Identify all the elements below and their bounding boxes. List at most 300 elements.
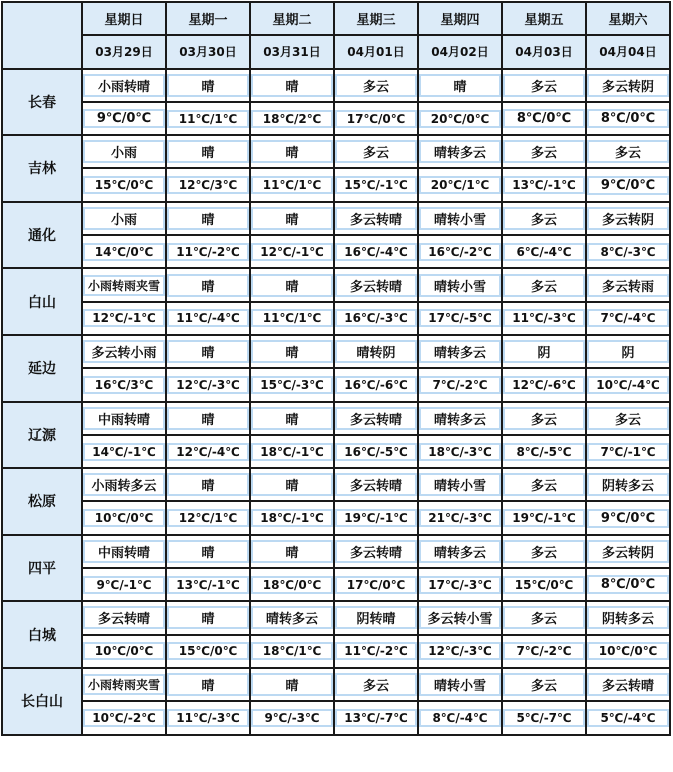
date-header-text: 04月02日 (419, 41, 501, 62)
temperature-range-text: 11℃/1℃ (251, 176, 333, 194)
temperature-range-text: 16℃/-2℃ (419, 243, 501, 261)
temperature-range-text: 6℃/-4℃ (503, 243, 585, 261)
temperature-range (503, 702, 587, 735)
city-name (3, 403, 83, 470)
temperature-range (83, 369, 167, 402)
temperature-range-text: 12℃/-1℃ (251, 243, 333, 261)
weather-condition (419, 469, 503, 502)
temperature-range-text: 16℃/-5℃ (335, 443, 417, 461)
weekday-header-text: 星期一 (167, 7, 249, 30)
temperature-row (3, 436, 671, 469)
weather-condition-text: 晴 (419, 74, 501, 97)
temperature-range (503, 303, 587, 336)
weather-condition (335, 203, 419, 236)
temperature-range-text: 15℃/-3℃ (251, 376, 333, 394)
temperature-range-text: 12℃/-4℃ (167, 443, 249, 461)
city-name-text: 白山 (3, 290, 81, 314)
temperature-range-text: 10℃/0℃ (83, 509, 165, 527)
date-header (587, 36, 671, 69)
temperature-range (251, 636, 335, 669)
weather-condition (419, 669, 503, 702)
temperature-range (167, 103, 251, 136)
weather-condition-text: 晴 (251, 140, 333, 163)
weather-condition (587, 136, 671, 169)
weather-forecast-table (1, 1, 671, 736)
weather-condition-text: 多云 (503, 407, 585, 430)
weather-condition-text: 晴 (251, 673, 333, 696)
date-header-text: 04月03日 (503, 41, 585, 62)
temperature-range-text: 15℃/0℃ (83, 176, 165, 194)
temperature-range (419, 502, 503, 535)
temperature-range (419, 702, 503, 735)
temperature-range (83, 702, 167, 735)
weather-condition-text: 多云 (503, 606, 585, 629)
temperature-range-text: 21℃/-3℃ (419, 509, 501, 527)
temperature-range-text: 9℃/-3℃ (251, 709, 333, 727)
weather-condition (167, 469, 251, 502)
weekday-header-text: 星期三 (335, 7, 417, 30)
weather-condition-text: 阴 (503, 340, 585, 363)
temperature-range (167, 502, 251, 535)
temperature-range (251, 236, 335, 269)
weather-condition-text: 多云转晴 (587, 673, 669, 696)
temperature-range-text: 12℃/-6℃ (503, 376, 585, 394)
temperature-range (83, 636, 167, 669)
temperature-range-text: 19℃/-1℃ (503, 509, 585, 527)
weather-condition-text: 阴转晴 (335, 606, 417, 629)
weather-condition-text: 多云转晴 (335, 274, 417, 297)
weather-condition (335, 403, 419, 436)
weather-condition-text: 中雨转晴 (83, 540, 165, 563)
weather-condition-text: 多云 (503, 140, 585, 163)
temperature-range (419, 169, 503, 202)
city-name (3, 269, 83, 336)
temperature-range (335, 236, 419, 269)
temperature-range (335, 702, 419, 735)
temperature-range (167, 303, 251, 336)
weather-condition-text: 晴转多云 (419, 407, 501, 430)
weather-condition-text: 多云 (335, 140, 417, 163)
weather-condition (167, 203, 251, 236)
temperature-range-text: 7℃/-1℃ (587, 443, 669, 461)
weather-row (3, 336, 671, 369)
weather-condition-text: 晴 (167, 473, 249, 496)
date-header-text: 04月04日 (587, 41, 669, 62)
temperature-range-text: 9℃/0℃ (83, 109, 165, 128)
weather-condition (587, 403, 671, 436)
temperature-row (3, 103, 671, 136)
weather-condition-text: 多云 (503, 673, 585, 696)
weather-condition (587, 70, 671, 103)
date-header (83, 36, 167, 69)
weather-condition-text: 小雨转多云 (83, 473, 165, 496)
temperature-range-text: 12℃/3℃ (167, 176, 249, 194)
temperature-range-text: 8℃/0℃ (587, 109, 669, 128)
weekday-header (251, 3, 335, 36)
temperature-range-text: 18℃/2℃ (251, 110, 333, 128)
date-header-row (3, 36, 671, 69)
weather-condition-text: 多云 (503, 207, 585, 230)
temperature-range-text: 17℃/-3℃ (419, 576, 501, 594)
temperature-range (503, 236, 587, 269)
city-name (3, 469, 83, 536)
temperature-range-text: 10℃/0℃ (587, 642, 669, 660)
temperature-range-text: 19℃/-1℃ (335, 509, 417, 527)
weather-condition (503, 469, 587, 502)
temperature-range (167, 436, 251, 469)
weather-condition-text: 晴 (251, 74, 333, 97)
weather-condition (335, 536, 419, 569)
temperature-range-text: 17℃/-5℃ (419, 309, 501, 327)
temperature-range-text: 7℃/-4℃ (587, 309, 669, 327)
temperature-range-text: 17℃/0℃ (335, 576, 417, 594)
temperature-range (419, 303, 503, 336)
weather-condition-text: 多云 (503, 274, 585, 297)
temperature-range (587, 502, 671, 535)
temperature-range (419, 636, 503, 669)
temperature-range-text: 9℃/0℃ (587, 176, 669, 195)
temperature-range-text: 12℃/-1℃ (83, 309, 165, 327)
weather-condition-text: 晴 (251, 540, 333, 563)
temperature-range (587, 369, 671, 402)
weather-condition (167, 336, 251, 369)
temperature-range-text: 13℃/-7℃ (335, 709, 417, 727)
temperature-range (83, 303, 167, 336)
weather-condition (167, 136, 251, 169)
weather-condition-text: 晴转小雪 (419, 673, 501, 696)
weather-condition (335, 70, 419, 103)
temperature-range (419, 103, 503, 136)
temperature-range (83, 169, 167, 202)
weather-condition (419, 602, 503, 635)
weather-condition (83, 469, 167, 502)
temperature-range (335, 169, 419, 202)
temperature-range (167, 636, 251, 669)
date-header (419, 36, 503, 69)
date-header (251, 36, 335, 69)
temperature-range (587, 636, 671, 669)
weather-condition (587, 669, 671, 702)
temperature-range (167, 236, 251, 269)
weekday-header-text: 星期四 (419, 7, 501, 30)
temperature-range-text: 15℃/0℃ (167, 642, 249, 660)
temperature-range (83, 436, 167, 469)
weather-condition (83, 336, 167, 369)
temperature-row (3, 636, 671, 669)
weather-condition (251, 70, 335, 103)
weather-condition-text: 多云 (503, 473, 585, 496)
temperature-range (251, 436, 335, 469)
weather-condition (251, 602, 335, 635)
weather-condition-text: 多云转晴 (83, 606, 165, 629)
weekday-header (419, 3, 503, 36)
weather-condition (419, 70, 503, 103)
weather-row (3, 669, 671, 702)
temperature-range (587, 103, 671, 136)
city-name-text: 长春 (3, 90, 81, 114)
temperature-range-text: 18℃/-1℃ (251, 509, 333, 527)
weather-condition (83, 203, 167, 236)
temperature-range-text: 12℃/-3℃ (419, 642, 501, 660)
temperature-row (3, 169, 671, 202)
date-header (167, 36, 251, 69)
weather-row (3, 203, 671, 236)
city-name (3, 669, 83, 736)
weekday-header-text: 星期五 (503, 7, 585, 30)
temperature-range (503, 169, 587, 202)
city-name-text: 通化 (3, 223, 81, 247)
date-header (335, 36, 419, 69)
weather-condition-text: 多云 (503, 540, 585, 563)
weather-condition-text: 多云转阴 (587, 74, 669, 97)
weather-condition (335, 269, 419, 302)
weather-condition (587, 469, 671, 502)
temperature-range-text: 16℃/3℃ (83, 376, 165, 394)
weather-condition-text: 小雨转晴 (83, 74, 165, 97)
weather-row (3, 403, 671, 436)
city-name (3, 336, 83, 403)
temperature-row (3, 303, 671, 336)
weather-condition-text: 晴 (167, 140, 249, 163)
weather-condition (335, 469, 419, 502)
temperature-range (419, 436, 503, 469)
weather-condition-text: 多云 (335, 673, 417, 696)
weather-condition (251, 403, 335, 436)
weather-condition-text: 晴转小雪 (419, 207, 501, 230)
city-name (3, 70, 83, 137)
weather-condition-text: 晴 (251, 274, 333, 297)
temperature-row (3, 569, 671, 602)
weather-condition (251, 669, 335, 702)
weather-condition (167, 403, 251, 436)
weather-condition-text: 晴 (167, 673, 249, 696)
weather-condition (335, 336, 419, 369)
weather-condition (587, 536, 671, 569)
weather-condition (251, 536, 335, 569)
weather-condition-text: 晴 (167, 407, 249, 430)
weather-row (3, 269, 671, 302)
weather-condition-text: 晴转阴 (335, 340, 417, 363)
weather-condition (419, 403, 503, 436)
date-header-text: 03月30日 (167, 41, 249, 62)
temperature-range (251, 502, 335, 535)
weather-condition (503, 136, 587, 169)
weather-condition-text: 阴转多云 (587, 473, 669, 496)
weather-condition (167, 536, 251, 569)
forecast-table-body (3, 3, 671, 736)
temperature-range (503, 369, 587, 402)
temperature-range-text: 18℃/-1℃ (251, 443, 333, 461)
temperature-range (587, 702, 671, 735)
weather-row (3, 136, 671, 169)
weather-condition-text: 多云转晴 (335, 540, 417, 563)
weather-condition-text: 晴 (251, 207, 333, 230)
weather-condition (83, 269, 167, 302)
temperature-range-text: 11℃/-2℃ (335, 642, 417, 660)
temperature-range (503, 436, 587, 469)
weather-condition-text: 多云转晴 (335, 207, 417, 230)
temperature-range-text: 16℃/-4℃ (335, 243, 417, 261)
weather-condition-text: 多云 (587, 407, 669, 430)
temperature-range (335, 303, 419, 336)
weather-condition-text: 晴转多云 (419, 340, 501, 363)
weather-condition-text: 多云转晴 (335, 407, 417, 430)
weekday-header-text: 星期二 (251, 7, 333, 30)
weather-condition (587, 336, 671, 369)
weather-condition (83, 136, 167, 169)
temperature-range (503, 569, 587, 602)
temperature-range (587, 303, 671, 336)
weather-condition-text: 晴 (167, 606, 249, 629)
temperature-range (587, 569, 671, 602)
temperature-range (251, 702, 335, 735)
weather-condition-text: 中雨转晴 (83, 407, 165, 430)
temperature-row (3, 369, 671, 402)
temperature-range-text: 7℃/-2℃ (503, 642, 585, 660)
weather-condition (167, 602, 251, 635)
temperature-range (251, 103, 335, 136)
weather-row (3, 602, 671, 635)
weather-condition (251, 203, 335, 236)
weather-row (3, 536, 671, 569)
weather-condition-text: 晴转多云 (419, 140, 501, 163)
temperature-range-text: 20℃/1℃ (419, 176, 501, 194)
temperature-range (83, 103, 167, 136)
temperature-range (503, 502, 587, 535)
temperature-range (83, 569, 167, 602)
date-header-text: 04月01日 (335, 41, 417, 62)
temperature-range-text: 10℃/-4℃ (587, 376, 669, 394)
temperature-range-text: 7℃/-2℃ (419, 376, 501, 394)
temperature-range-text: 8℃/0℃ (587, 575, 669, 594)
temperature-range (335, 103, 419, 136)
weather-condition (503, 336, 587, 369)
city-name-text: 松原 (3, 489, 81, 513)
weather-condition-text: 多云 (587, 140, 669, 163)
city-name (3, 602, 83, 669)
weather-condition (83, 669, 167, 702)
weather-condition-text: 多云 (335, 74, 417, 97)
weekday-header-text: 星期六 (587, 7, 669, 30)
city-name (3, 536, 83, 603)
weather-condition-text: 晴 (251, 340, 333, 363)
temperature-range (167, 702, 251, 735)
temperature-range (587, 436, 671, 469)
weekday-header-text: 星期日 (83, 7, 165, 30)
weather-condition-text: 晴 (167, 340, 249, 363)
weather-condition-text: 晴 (251, 407, 333, 430)
weather-condition (503, 269, 587, 302)
temperature-range-text: 15℃/0℃ (503, 576, 585, 594)
temperature-range-text: 10℃/0℃ (83, 642, 165, 660)
weather-condition (419, 136, 503, 169)
weather-condition-text: 晴转多云 (419, 540, 501, 563)
weather-condition (587, 602, 671, 635)
weather-condition (251, 136, 335, 169)
weekday-header (335, 3, 419, 36)
city-name-text: 长白山 (3, 689, 81, 713)
weather-condition-text: 晴转小雪 (419, 473, 501, 496)
weather-condition-text: 小雨 (83, 140, 165, 163)
city-name-text: 吉林 (3, 156, 81, 180)
weather-condition-text: 晴 (167, 74, 249, 97)
temperature-range (503, 103, 587, 136)
temperature-range-text: 16℃/-6℃ (335, 376, 417, 394)
temperature-range (251, 169, 335, 202)
weather-condition (503, 70, 587, 103)
temperature-range (587, 236, 671, 269)
temperature-range-text: 5℃/-4℃ (587, 709, 669, 727)
city-name (3, 136, 83, 203)
temperature-row (3, 502, 671, 535)
temperature-range-text: 11℃/-2℃ (167, 243, 249, 261)
temperature-range-text: 13℃/-1℃ (167, 576, 249, 594)
weather-condition-text: 小雨转雨夹雪 (83, 275, 165, 296)
temperature-range-text: 11℃/1℃ (167, 110, 249, 128)
temperature-range-text: 11℃/-3℃ (503, 309, 585, 327)
temperature-range-text: 8℃/0℃ (503, 109, 585, 128)
temperature-range-text: 5℃/-7℃ (503, 709, 585, 727)
temperature-range-text: 13℃/-1℃ (503, 176, 585, 194)
temperature-range (335, 436, 419, 469)
temperature-row (3, 236, 671, 269)
temperature-range-text: 9℃/-1℃ (83, 576, 165, 594)
city-name-text: 辽源 (3, 423, 81, 447)
temperature-range-text: 10℃/-2℃ (83, 709, 165, 727)
weekday-header (587, 3, 671, 36)
weather-condition (167, 269, 251, 302)
temperature-range (83, 236, 167, 269)
corner-cell-text (3, 33, 81, 37)
temperature-range (335, 369, 419, 402)
weather-condition (419, 269, 503, 302)
weather-condition (503, 536, 587, 569)
city-name-text: 白城 (3, 623, 81, 647)
temperature-range (419, 569, 503, 602)
temperature-range-text: 18℃/1℃ (251, 642, 333, 660)
date-header (503, 36, 587, 69)
temperature-range (167, 169, 251, 202)
temperature-range-text: 12℃/1℃ (167, 509, 249, 527)
weather-condition-text: 阴 (587, 340, 669, 363)
weather-condition-text: 晴转小雪 (419, 274, 501, 297)
temperature-range-text: 11℃/-3℃ (167, 709, 249, 727)
weather-condition (503, 669, 587, 702)
temperature-range-text: 9℃/0℃ (587, 509, 669, 528)
temperature-range (167, 369, 251, 402)
weather-condition-text: 小雨转雨夹雪 (83, 674, 165, 695)
weather-condition (251, 269, 335, 302)
temperature-range (167, 569, 251, 602)
weekday-header (83, 3, 167, 36)
weekday-header (503, 3, 587, 36)
temperature-range (251, 369, 335, 402)
temperature-range-text: 15℃/-1℃ (335, 176, 417, 194)
weather-row (3, 469, 671, 502)
temperature-range-text: 14℃/0℃ (83, 243, 165, 261)
corner-cell (3, 3, 83, 70)
weather-condition (503, 602, 587, 635)
temperature-range (251, 303, 335, 336)
temperature-range-text: 8℃/-3℃ (587, 243, 669, 261)
temperature-range-text: 8℃/-5℃ (503, 443, 585, 461)
temperature-range (335, 502, 419, 535)
weather-condition-text: 多云 (503, 74, 585, 97)
weather-condition (419, 203, 503, 236)
weekday-header (167, 3, 251, 36)
temperature-range-text: 16℃/-3℃ (335, 309, 417, 327)
temperature-range (83, 502, 167, 535)
